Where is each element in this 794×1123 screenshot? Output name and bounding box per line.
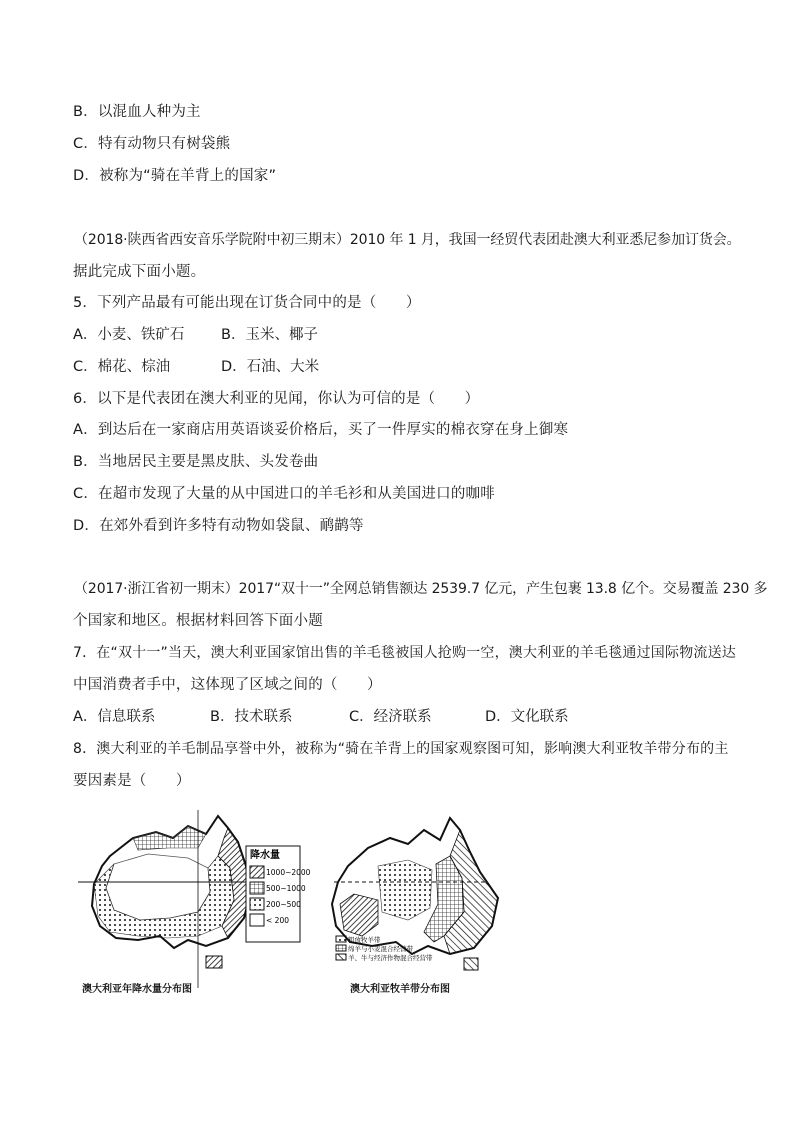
- legend-label-3: 200~500: [266, 900, 301, 909]
- right-legend-label-3: 羊、牛与经济作物混合经营带: [348, 954, 433, 962]
- option-c-previous: C．特有动物只有树袋熊: [73, 136, 231, 152]
- tasmania-left: [206, 956, 222, 968]
- q6-option-c: C．在超市发现了大量的从中国进口的羊毛衫和从美国进口的咖啡: [73, 486, 495, 502]
- material-intro-1-cont: 据此完成下面小题。: [73, 264, 206, 280]
- q5-option-c: C．棉花、棕油: [73, 359, 171, 375]
- question-8-cont: 要因素是（ ）: [73, 773, 191, 789]
- right-legend-swatch-3: [336, 954, 346, 960]
- right-legend-label-2: 绵羊与小麦混合经营带: [348, 945, 413, 953]
- legend-title: 降水量: [250, 850, 280, 861]
- legend-label-1: 1000~2000: [266, 868, 311, 877]
- right-legend-swatch-2: [336, 945, 346, 951]
- sheep-belt-map: [332, 818, 498, 970]
- q5-option-b: B．玉米、椰子: [221, 327, 318, 343]
- q5-option-a: A．小麦、铁矿石: [73, 327, 185, 343]
- tasmania-right: [464, 958, 478, 970]
- right-legend-swatch-1: [336, 936, 346, 942]
- question-8: 8．澳大利亚的羊毛制品享誉中外，被称为“骑在羊背上的国家观察图可知，影响澳大利亚牧羊带分布的主: [73, 741, 729, 757]
- question-5: 5．下列产品最有可能出现在订货合同中的是（ ）: [73, 295, 421, 311]
- option-d-previous: D．被称为“骑在羊背上的国家”: [73, 168, 277, 184]
- question-7-cont: 中国消费者手中，这体现了区域之间的（ ）: [73, 677, 382, 693]
- q7-option-b: B．技术联系: [210, 709, 293, 725]
- maps-svg: [78, 808, 518, 1008]
- north-zone: [133, 826, 206, 850]
- right-legend-label-1: 粗放牧羊带: [348, 936, 381, 944]
- desert-zone: [106, 854, 210, 920]
- rainfall-map: [78, 810, 311, 988]
- option-b-previous: B．以混血人种为主: [73, 104, 201, 120]
- legend-swatch-1: [250, 866, 264, 878]
- question-6: 6．以下是代表团在澳大利亚的见闻，你认为可信的是（ ）: [73, 391, 480, 407]
- legend-swatch-2: [250, 882, 264, 894]
- legend-swatch-4: [250, 914, 264, 926]
- legend-label-4: < 200: [266, 916, 289, 925]
- sheep-map-caption: 澳大利亚牧羊带分布图: [350, 984, 450, 995]
- extensive-sheep-belt: [378, 860, 432, 920]
- q7-option-a: A．信息联系: [73, 709, 156, 725]
- q6-option-b: B．当地居民主要是黑皮肤、头发卷曲: [73, 454, 319, 470]
- australia-maps-figure: [78, 808, 518, 1008]
- q6-option-d: D．在郊外看到许多特有动物如袋鼠、鸸鹋等: [73, 518, 364, 534]
- legend-swatch-3: [250, 898, 264, 910]
- material-intro-2: （2017·浙江省初一期末）2017“双十一”全网总销售额达 2539.7 亿元，产生包裹 13.8 亿个。交易覆盖 230 多: [74, 581, 768, 597]
- material-intro-2-cont: 个国家和地区。根据材料回答下面小题: [73, 613, 323, 629]
- question-7: 7．在“双十一”当天，澳大利亚国家馆出售的羊毛毯被国人抢购一空，澳大利亚的羊毛毯通过国际物流送达: [73, 645, 737, 661]
- q5-option-d: D．石油、大米: [221, 359, 320, 375]
- rainfall-map-caption: 澳大利亚年降水量分布图: [82, 984, 192, 995]
- q7-option-d: D．文化联系: [485, 709, 569, 725]
- legend-label-2: 500~1000: [266, 884, 306, 893]
- q6-option-a: A．到达后在一家商店用英语谈妥价格后，买了一件厚实的棉衣穿在身上御寒: [73, 422, 569, 438]
- q7-option-c: C．经济联系: [349, 709, 432, 725]
- material-intro-1: （2018·陕西省西安音乐学院附中初三期末）2010 年 1 月，我国一经贸代表团赴澳大利亚悉尼参加订货会。: [74, 232, 741, 248]
